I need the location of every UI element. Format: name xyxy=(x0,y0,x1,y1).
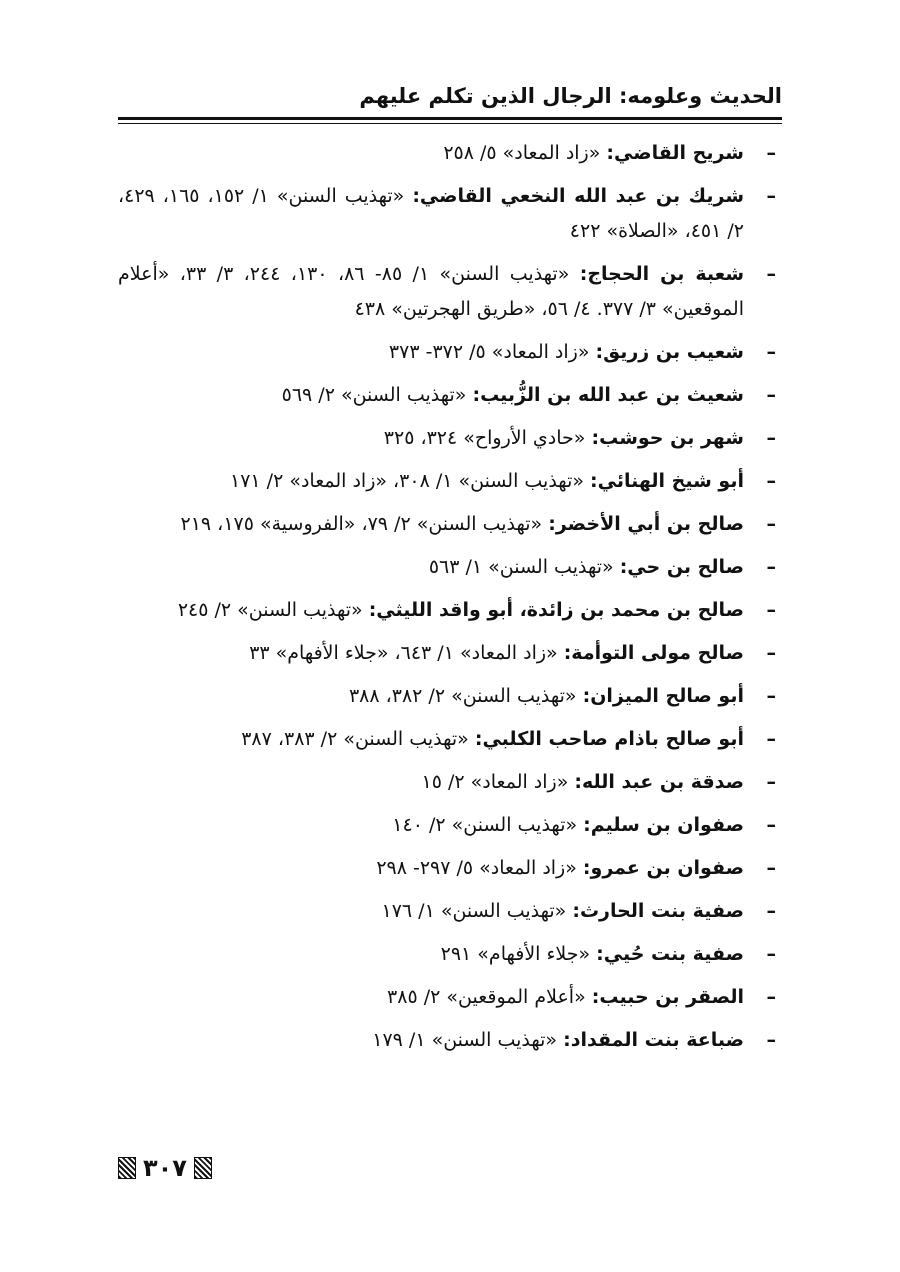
header-rule xyxy=(118,117,782,120)
dash-bullet-icon: – xyxy=(766,341,776,363)
list-item xyxy=(118,421,782,456)
narrator-index-list xyxy=(118,136,782,1066)
page-number: ٣٠٧ xyxy=(143,1154,187,1182)
list-item xyxy=(118,550,782,585)
narrator-name: صالح بن محمد بن زائدة، أبو واقد الليثي: xyxy=(368,599,744,621)
dash-bullet-icon: – xyxy=(766,599,776,621)
narrator-references: «جلاء الأفهام» ٢٩١ xyxy=(440,943,591,965)
narrator-references: «تهذيب السنن» ٢/ ٥٦٩ xyxy=(281,384,467,406)
narrator-name: صالح مولى التوأمة: xyxy=(563,642,744,664)
list-item xyxy=(118,464,782,499)
narrator-name: صفوان بن عمرو: xyxy=(582,857,744,879)
narrator-name: صالح بن حي: xyxy=(619,556,744,578)
narrator-name: شعيث بن عبد الله بن الزُّبيب: xyxy=(472,384,744,406)
narrator-name: ضباعة بنت المقداد: xyxy=(563,1029,744,1051)
narrator-references: «أعلام الموقعين» ٢/ ٣٨٥ xyxy=(387,986,586,1008)
list-item xyxy=(118,179,782,249)
list-item xyxy=(118,722,782,757)
narrator-references: «تهذيب السنن» ١/ ٨٥- ٨٦، ١٣٠، ٢٤٤، ٣/ ٣٣، «أعلام الموقعين» ٣/ ٣٧٧. ٤/ ٥٦، «طريق الهجرتين» ٤٣٨ xyxy=(118,263,744,320)
narrator-name: شريك بن عبد الله النخعي القاضي: xyxy=(412,185,745,207)
page-number-block xyxy=(118,1154,212,1182)
list-item xyxy=(118,257,782,327)
dash-bullet-icon: – xyxy=(766,142,776,164)
dash-bullet-icon: – xyxy=(766,263,776,285)
list-item xyxy=(118,593,782,628)
dash-bullet-icon: – xyxy=(766,642,776,664)
list-item xyxy=(118,851,782,886)
narrator-name: صفية بنت حُيي: xyxy=(596,943,744,965)
dash-bullet-icon: – xyxy=(766,1029,776,1051)
dash-bullet-icon: – xyxy=(766,857,776,879)
narrator-references: «تهذيب السنن» ١/ ٣٠٨، «زاد المعاد» ٢/ ١٧١ xyxy=(229,470,584,492)
dash-bullet-icon: – xyxy=(766,728,776,750)
dash-bullet-icon: – xyxy=(766,384,776,406)
narrator-name: صفوان بن سليم: xyxy=(583,814,744,836)
narrator-references: «زاد المعاد» ١/ ٦٤٣، «جلاء الأفهام» ٣٣ xyxy=(249,642,558,664)
list-item xyxy=(118,679,782,714)
ornament-icon xyxy=(118,1157,136,1179)
narrator-references: «تهذيب السنن» ٢/ ٧٩، «الفروسية» ١٧٥، ٢١٩ xyxy=(180,513,543,535)
narrator-name: شعيب بن زريق: xyxy=(595,341,744,363)
narrator-references: «تهذيب السنن» ١/ ١٥٢، ١٦٥، ٤٢٩، ٢/ ٤٥١، «الصلاة» ٤٢٢ xyxy=(118,185,744,242)
header-rule-thin xyxy=(118,123,782,124)
list-item xyxy=(118,378,782,413)
narrator-name: شعبة بن الحجاج: xyxy=(579,263,745,285)
list-item xyxy=(118,1023,782,1058)
narrator-name: صالح بن أبي الأخضر: xyxy=(548,513,744,535)
narrator-name: شهر بن حوشب: xyxy=(591,427,744,449)
narrator-references: «تهذيب السنن» ٢/ ٣٨٣، ٣٨٧ xyxy=(241,728,469,750)
list-item xyxy=(118,894,782,929)
dash-bullet-icon: – xyxy=(766,556,776,578)
ornament-icon xyxy=(194,1157,212,1179)
narrator-name: أبو شيخ الهنائي: xyxy=(590,470,744,492)
dash-bullet-icon: – xyxy=(766,470,776,492)
narrator-references: «تهذيب السنن» ٢/ ١٤٠ xyxy=(392,814,578,836)
dash-bullet-icon: – xyxy=(766,685,776,707)
list-item xyxy=(118,636,782,671)
dash-bullet-icon: – xyxy=(766,771,776,793)
narrator-references: «حادي الأرواح» ٣٢٤، ٣٢٥ xyxy=(383,427,586,449)
dash-bullet-icon: – xyxy=(766,900,776,922)
narrator-references: «تهذيب السنن» ٢/ ٢٤٥ xyxy=(177,599,363,621)
narrator-references: «زاد المعاد» ٢/ ١٥ xyxy=(421,771,569,793)
list-item xyxy=(118,765,782,800)
narrator-name: شريح القاضي: xyxy=(606,142,744,164)
narrator-references: «تهذيب السنن» ١/ ١٧٩ xyxy=(372,1029,558,1051)
narrator-name: صدقة بن عبد الله: xyxy=(574,771,744,793)
narrator-name: الصقر بن حبيب: xyxy=(591,986,744,1008)
narrator-name: أبو صالح باذام صاحب الكلبي: xyxy=(474,728,744,750)
running-header: الحديث وعلومه: الرجال الذين تكلم عليهم xyxy=(359,84,782,108)
dash-bullet-icon: – xyxy=(766,513,776,535)
narrator-name: صفية بنت الحارث: xyxy=(572,900,744,922)
list-item xyxy=(118,808,782,843)
narrator-references: «تهذيب السنن» ٢/ ٣٨٢، ٣٨٨ xyxy=(348,685,577,707)
list-item xyxy=(118,937,782,972)
dash-bullet-icon: – xyxy=(766,986,776,1008)
dash-bullet-icon: – xyxy=(766,943,776,965)
list-item xyxy=(118,507,782,542)
dash-bullet-icon: – xyxy=(766,185,776,207)
narrator-references: «زاد المعاد» ٥/ ٣٧٢- ٣٧٣ xyxy=(388,341,590,363)
narrator-references: «تهذيب السنن» ١/ ٥٦٣ xyxy=(428,556,614,578)
narrator-references: «زاد المعاد» ٥/ ٢٩٧- ٢٩٨ xyxy=(376,857,577,879)
dash-bullet-icon: – xyxy=(766,814,776,836)
narrator-name: أبو صالح الميزان: xyxy=(582,685,744,707)
narrator-references: «تهذيب السنن» ١/ ١٧٦ xyxy=(381,900,567,922)
list-item xyxy=(118,136,782,171)
list-item xyxy=(118,335,782,370)
list-item xyxy=(118,980,782,1015)
narrator-references: «زاد المعاد» ٥/ ٢٥٨ xyxy=(443,142,601,164)
dash-bullet-icon: – xyxy=(766,427,776,449)
